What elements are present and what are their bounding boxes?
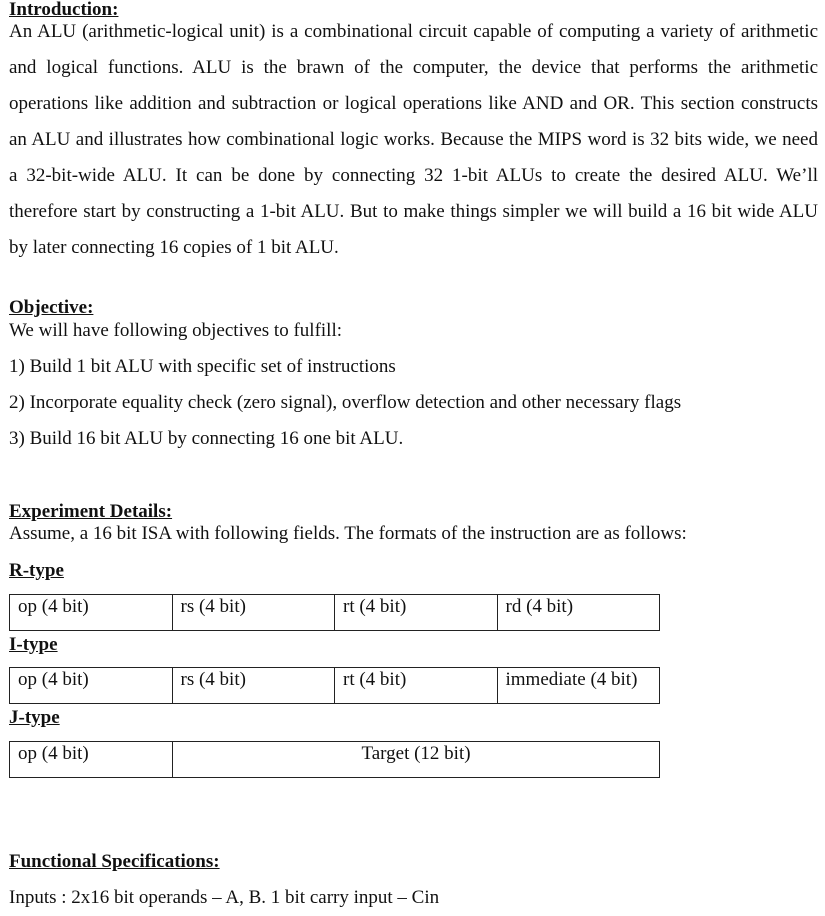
introduction-paragraph: An ALU (arithmetic-logical unit) is a combinational circuit capable of computing a variety of arithmetic and logical functions. ALU is the brawn of the computer, the device that performs the arithmetic operations like addition and subtraction or logical operations like AND and OR. This section constructs an ALU and illustrates how combinational logic works. Because the MIPS word is 32 bits wide, we need a 32-bit-wide ALU. It can be done by connecting 32 1-bit ALUs to create the desired ALU. We’ll therefore start by constructing a 1-bit ALU. But to make things simpler we will build a 16 bit wide ALU by later connecting 16 copies of 1 bit ALU. [9,21,818,258]
i-type-rt-field: rt (4 bit) [335,668,498,704]
r-type-format-table [9,594,660,631]
r-type-rd-field: rd (4 bit) [497,595,660,631]
r-type-op-field: op (4 bit) [10,595,173,631]
objective-heading: Objective: [9,297,94,318]
experiment-intro: Assume, a 16 bit ISA with following fields. The formats of the instruction are as follows: [9,523,687,544]
j-type-format-table [9,741,660,778]
experiment-heading: Experiment Details: [9,501,173,522]
j-type-label: J-type [9,707,60,728]
table-row [10,595,660,631]
r-type-label: R-type [9,560,64,581]
functional-heading: Functional Specifications: [9,851,220,872]
r-type-rs-field: rs (4 bit) [172,595,335,631]
introduction-heading: Introduction: [9,0,119,20]
r-type-rt-field: rt (4 bit) [335,595,498,631]
functional-inputs: Inputs : 2x16 bit operands – A, B. 1 bit carry input – Cin [9,887,440,908]
objective-item-3: 3) Build 16 bit ALU by connecting 16 one bit ALU. [9,428,404,449]
objective-item-2: 2) Incorporate equality check (zero signal), overflow detection and other necessary flags [9,392,682,413]
objective-item-1: 1) Build 1 bit ALU with specific set of instructions [9,356,396,377]
table-row [10,742,660,778]
j-type-op-field: op (4 bit) [10,742,173,778]
i-type-format-table [9,667,660,704]
j-type-target-field: Target (12 bit) [173,742,660,778]
objective-intro: We will have following objectives to fulfill: [9,320,343,341]
i-type-op-field: op (4 bit) [10,668,173,704]
i-type-immediate-field: immediate (4 bit) [497,668,660,704]
i-type-label: I-type [9,634,58,655]
table-row [10,668,660,704]
i-type-rs-field: rs (4 bit) [172,668,335,704]
